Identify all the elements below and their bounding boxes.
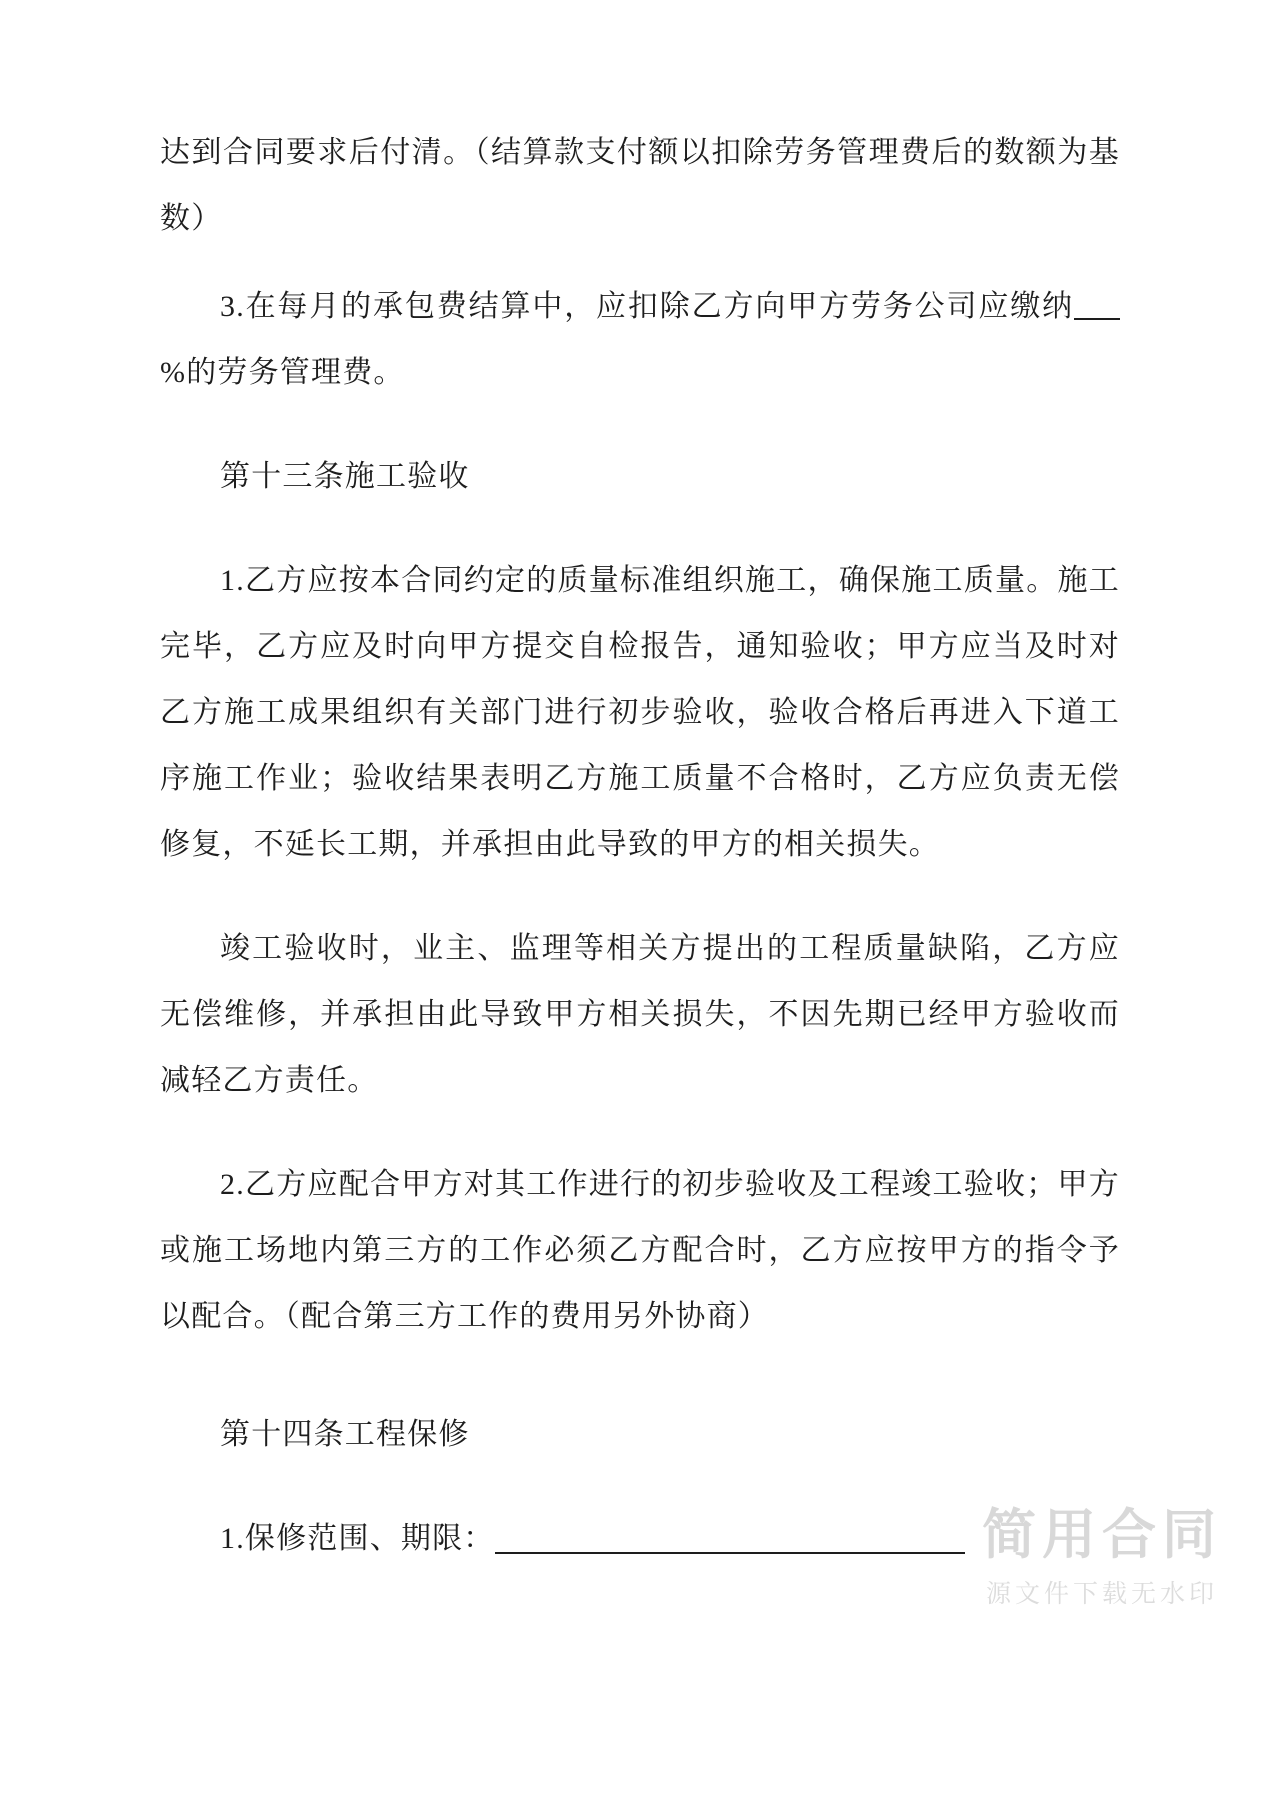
heading-clause-14: 第十四条工程保修 — [220, 1418, 470, 1451]
spacer — [160, 532, 1120, 548]
heading-clause-13: 第十三条施工验收 — [220, 460, 470, 493]
watermark-main-text: 简用合同 — [982, 1502, 1222, 1566]
spacer — [160, 1490, 1120, 1506]
clause12-item3-text-before: 3.在每月的承包费结算中，应扣除乙方向甲方劳务公司应缴纳 — [220, 290, 1074, 323]
spacer — [160, 428, 1120, 444]
fill-in-blank-warranty-scope-period[interactable] — [495, 1552, 965, 1554]
clause12-item3-text-after: %的劳务管理费。 — [160, 356, 405, 389]
clause14-item1-text-before: 1.保修范围、期限： — [220, 1522, 495, 1555]
spacer — [160, 900, 1120, 916]
watermark — [982, 1502, 1222, 1610]
document-body — [160, 120, 1120, 1594]
paragraph-continued-payment: 达到合同要求后付清。（结算款支付额以扣除劳务管理费后的数额为基数） — [160, 136, 1120, 235]
paragraph-clause14-item1 — [160, 1506, 1120, 1572]
paragraph-clause13-item2: 2.乙方应配合甲方对其工作进行的初步验收及工程竣工验收；甲方或施工场地内第三方的工作必须乙方配合时，乙方应按甲方的指令予以配合。（配合第三方工作的费用另外协商） — [160, 1168, 1120, 1333]
paragraph-clause12-item3 — [160, 274, 1120, 406]
watermark-sub-text: 源文件下载无水印 — [985, 1579, 1218, 1608]
paragraph-clause13-completion: 竣工验收时，业主、监理等相关方提出的工程质量缺陷，乙方应无偿维修，并承担由此导致甲方相关损失，不因先期已经甲方验收而减轻乙方责任。 — [160, 932, 1120, 1097]
spacer — [160, 1136, 1120, 1152]
paragraph-clause13-item1: 1.乙方应按本合同约定的质量标准组织施工，确保施工质量。施工完毕，乙方应及时向甲方提交自检报告，通知验收；甲方应当及时对乙方施工成果组织有关部门进行初步验收，验收合格后再进入下道工序施工作业；验收结果表明乙方施工质量不合格时，乙方应负责无偿修复，不延长工期，并承担由此导致的甲方的相关损失。 — [160, 564, 1120, 861]
fill-in-blank-management-fee-rate[interactable] — [1074, 318, 1120, 320]
spacer — [160, 1372, 1120, 1402]
